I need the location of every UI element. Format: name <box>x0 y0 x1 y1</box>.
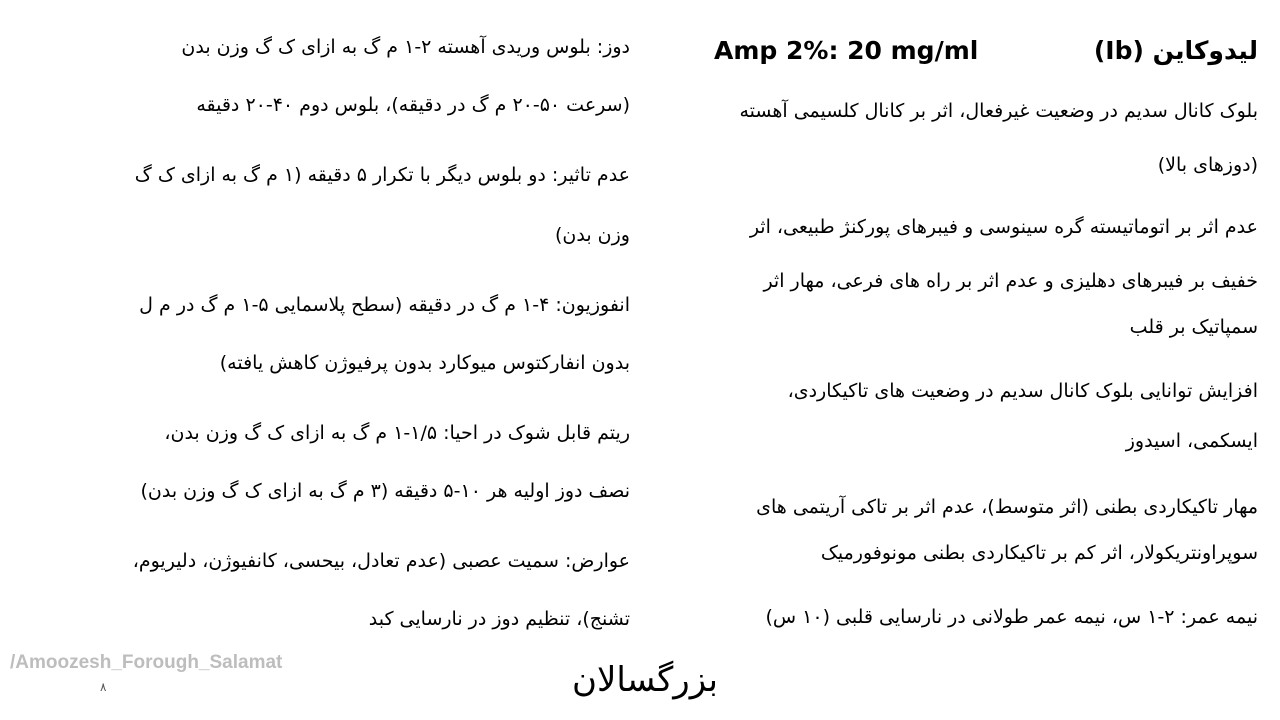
left-column <box>40 30 630 650</box>
text-line: وزن بدن) <box>555 224 630 246</box>
text-line: عوارض: سمیت عصبی (عدم تعادل، بیحسی، کانفیوژن، دلیریوم، <box>132 550 630 572</box>
text-line: عدم تاثیر: دو بلوس دیگر با تکرار ۵ دقیقه (۱ م گ به ازای ک گ <box>134 164 630 186</box>
text-line: (دوزهای بالا) <box>1157 154 1258 176</box>
text-line: تشنج)، تنظیم دوز در نارسایی کبد <box>368 608 630 630</box>
amp-concentration: Amp 2%: 20 mg/ml <box>714 36 979 65</box>
text-line: مهار تاکیکاردی بطنی (اثر متوسط)، عدم اثر بر تاکی آریتمی های <box>756 496 1258 518</box>
text-line: سمپاتیک بر قلب <box>1129 316 1258 338</box>
drug-title: لیدوکاین (Ib) <box>1093 36 1258 65</box>
text-line: ایسکمی، اسیدوز <box>1125 430 1258 452</box>
text-line: دوز: بلوس وریدی آهسته ۲-۱ م گ به ازای ک گ وزن بدن <box>181 36 630 58</box>
text-line: خفیف بر فیبرهای دهلیزی و عدم اثر بر راه های فرعی، مهار اثر <box>763 270 1258 292</box>
footer-title: بزرگسالان <box>572 660 718 700</box>
text-line: سوپراونتریکولار، اثر کم بر تاکیکاردی بطنی مونوفورمیک <box>820 542 1258 564</box>
text-line: بدون انفارکتوس میوکارد بدون پرفیوژن کاهش یافته) <box>219 352 630 374</box>
text-line: نیمه عمر: ۲-۱ س، نیمه عمر طولانی در نارسایی قلبی (۱۰ س) <box>765 606 1258 628</box>
text-line: بلوک کانال سدیم در وضعیت غیرفعال، اثر بر کانال کلسیمی آهسته <box>739 100 1258 122</box>
text-line: عدم اثر بر اتوماتیسته گره سینوسی و فیبرهای پورکنژ طبیعی، اثر <box>749 216 1258 238</box>
right-column <box>660 30 1258 650</box>
text-line: نصف دوز اولیه هر ۱۰-۵ دقیقه (۳ م گ به ازای ک گ وزن بدن) <box>140 480 630 502</box>
text-line: ریتم قابل شوک در احیا: ۱/۵-۱ م گ به ازای ک گ وزن بدن، <box>164 422 630 444</box>
text-line: انفوزیون: ۴-۱ م گ در دقیقه (سطح پلاسمایی ۵-۱ م گ در م ل <box>139 294 630 316</box>
text-line: (سرعت ۵۰-۲۰ م گ در دقیقه)، بلوس دوم ۴۰-۲۰ دقیقه <box>196 94 630 116</box>
page-number: ۸ <box>100 680 107 694</box>
watermark: /Amoozesh_Forough_Salamat <box>10 652 283 673</box>
text-line: افزایش توانایی بلوک کانال سدیم در وضعیت های تاکیکاردی، <box>787 380 1258 402</box>
